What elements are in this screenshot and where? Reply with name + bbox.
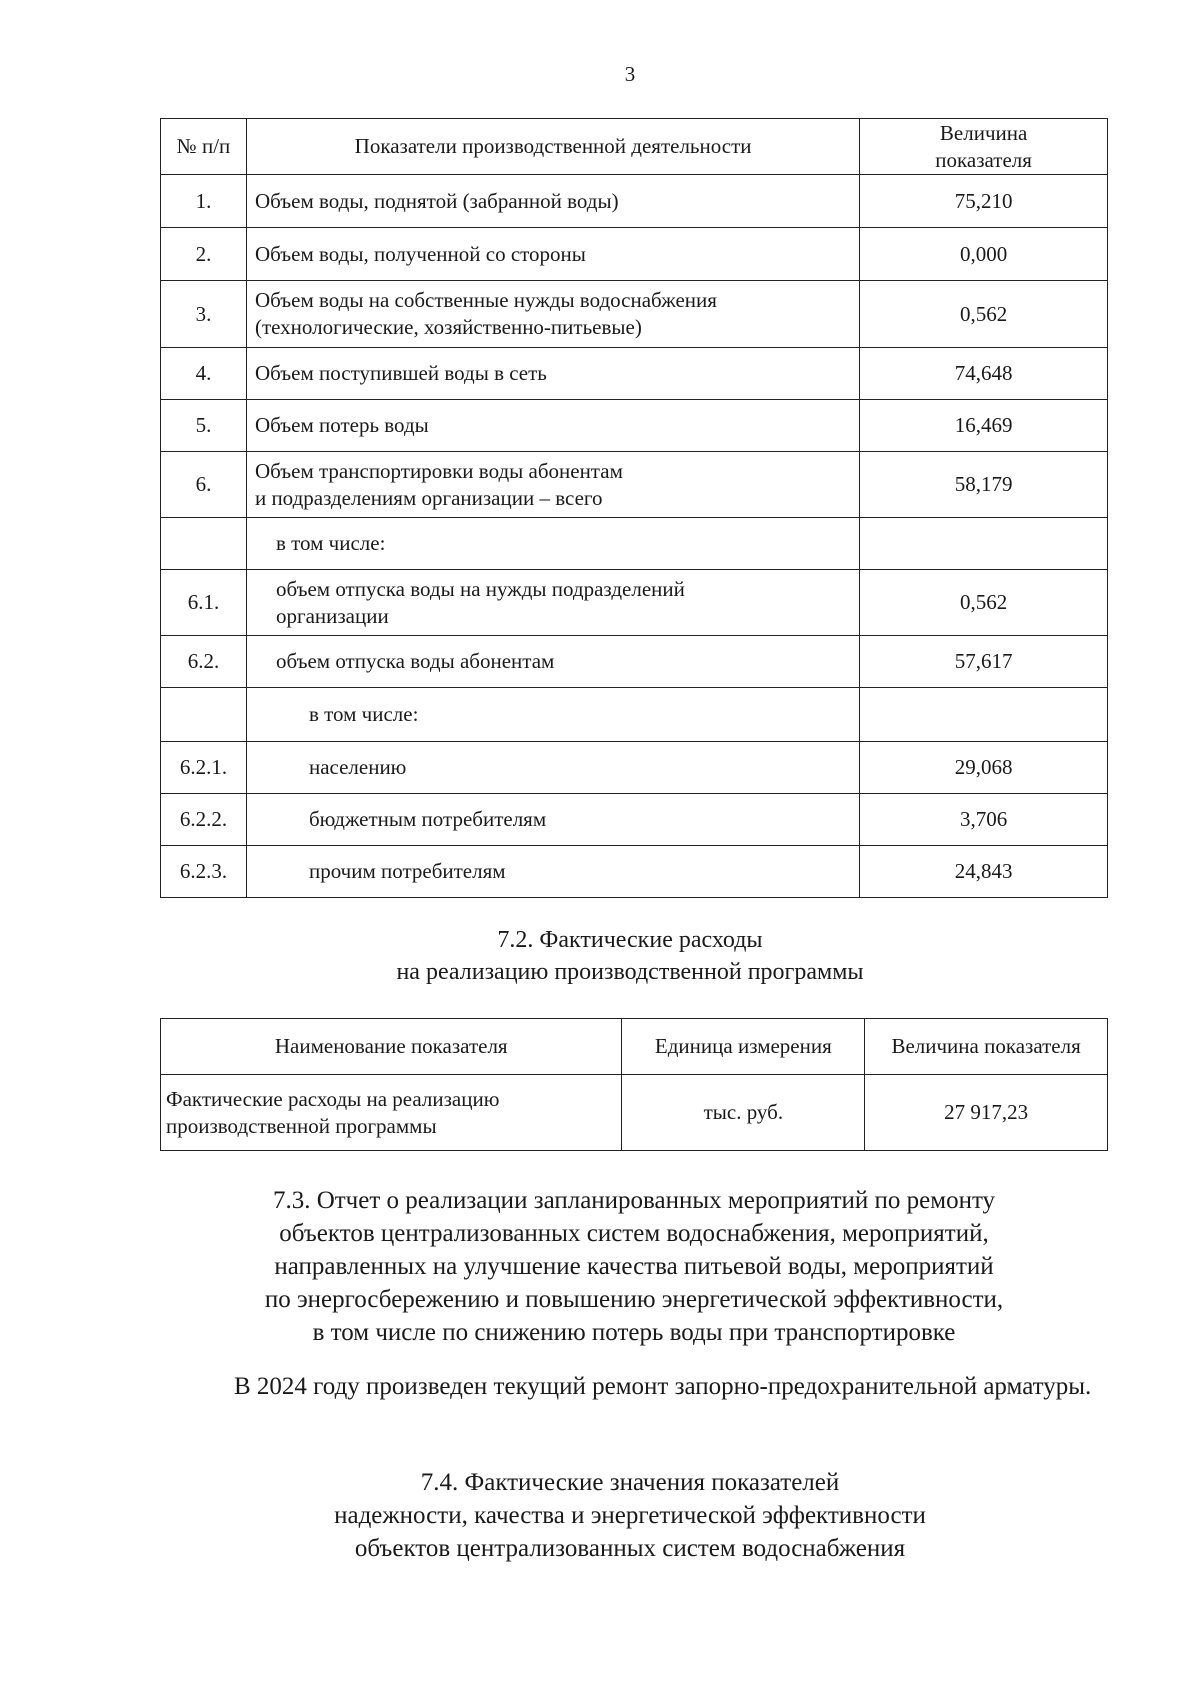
table-header-row [161, 1019, 1108, 1075]
table-row [161, 348, 1108, 400]
row-name [161, 1075, 622, 1151]
row-value: 3,706 [860, 794, 1108, 846]
row-num: 6.1. [161, 570, 247, 636]
row-value: 16,469 [860, 400, 1108, 452]
section-7-3-title [160, 1184, 1108, 1349]
row-name-line: (технологические, хозяйственно-питьевые) [254, 315, 642, 339]
production-indicators-table [160, 118, 1108, 898]
row-name-line: объем отпуска воды на нужды подразделений [275, 576, 685, 601]
row-name-line: Объем воды на собственные нужды водоснабжения [254, 288, 717, 312]
row-name: прочим потребителям [246, 846, 859, 898]
section-7-2-title [0, 924, 1200, 988]
section-7-4-line3: объектов централизованных систем водоснабжения [354, 1535, 906, 1562]
row-value: 24,843 [860, 846, 1108, 898]
row-name: Объем поступившей воды в сеть [246, 348, 859, 400]
row-name: Объем потерь воды [246, 400, 859, 452]
row-num: 6.2.1. [161, 742, 247, 794]
row-num: 2. [161, 228, 247, 281]
section-7-4-line1: 7.4. Фактические значения показателей [420, 1469, 840, 1496]
row-name-line: организации [275, 603, 389, 628]
header-unit: Единица измерения [622, 1019, 865, 1075]
section-7-2-line2: на реализацию производственной программы [396, 959, 864, 985]
table-row [161, 175, 1108, 228]
row-name-line: производственной программы [166, 1113, 437, 1138]
row-value: 0,562 [860, 281, 1108, 348]
table-row [161, 1075, 1108, 1151]
section-7-3-line5: в том числе по снижению потерь воды при транспортировке [312, 1319, 956, 1346]
row-name: в том числе: [246, 518, 859, 570]
section-7-4-line2: надежности, качества и энергетической эффективности [334, 1502, 926, 1529]
row-num: 3. [161, 281, 247, 348]
section-7-4-title [0, 1466, 1200, 1565]
row-name: в том числе: [246, 688, 859, 742]
row-name: Объем воды, поднятой (забранной воды) [246, 175, 859, 228]
section-7-3-line3: направленных на улучшение качества питьевой воды, мероприятий [274, 1253, 994, 1280]
table-row [161, 688, 1108, 742]
row-name [246, 452, 859, 518]
row-num: 4. [161, 348, 247, 400]
row-value [860, 518, 1108, 570]
row-value: 74,648 [860, 348, 1108, 400]
table-row [161, 228, 1108, 281]
header-value: Величина показателя [865, 1019, 1108, 1075]
header-value-line2: показателя [935, 147, 1032, 172]
table-header-row [161, 119, 1108, 175]
row-name: бюджетным потребителям [246, 794, 859, 846]
row-num: 6.2.3. [161, 846, 247, 898]
section-7-3-line4: по энергосбережению и повышению энергетической эффективности, [264, 1286, 1004, 1313]
section-7-3-line2: объектов централизованных систем водоснабжения, мероприятий, [279, 1220, 989, 1247]
table-row [161, 281, 1108, 348]
row-value: 58,179 [860, 452, 1108, 518]
row-name: населению [246, 742, 859, 794]
row-value: 0,000 [860, 228, 1108, 281]
row-value: 27 917,23 [865, 1075, 1108, 1151]
row-name [246, 281, 859, 348]
header-indicator-value [860, 119, 1108, 175]
section-7-2-line1: 7.2. Фактические расходы [497, 927, 763, 953]
row-value: 0,562 [860, 570, 1108, 636]
row-num: 6. [161, 452, 247, 518]
table-row [161, 518, 1108, 570]
row-value: 29,068 [860, 742, 1108, 794]
page-number: 3 [624, 62, 636, 86]
row-num [161, 688, 247, 742]
header-indicator-name: Наименование показателя [161, 1019, 622, 1075]
row-num: 5. [161, 400, 247, 452]
row-num: 1. [161, 175, 247, 228]
row-num [161, 518, 247, 570]
row-num: 6.2. [161, 636, 247, 688]
table-row [161, 400, 1108, 452]
actual-costs-table [160, 1018, 1108, 1151]
row-name [246, 570, 859, 636]
table-row [161, 742, 1108, 794]
table-row [161, 794, 1108, 846]
table-row [161, 846, 1108, 898]
row-name-line: Фактические расходы на реализацию [166, 1086, 500, 1111]
row-name: Объем воды, полученной со стороны [246, 228, 859, 281]
repair-paragraph: В 2024 году произведен текущий ремонт запорно-предохранительной арматуры. [234, 1373, 1092, 1400]
row-value [860, 688, 1108, 742]
row-name-line: Объем транспортировки воды абонентам [254, 458, 623, 483]
row-name-line: и подразделениям организации – всего [254, 485, 603, 510]
table-row [161, 452, 1108, 518]
header-value-line1: Величина [939, 120, 1028, 145]
table-row [161, 636, 1108, 688]
header-num: № п/п [161, 119, 247, 175]
row-num: 6.2.2. [161, 794, 247, 846]
row-name: объем отпуска воды абонентам [246, 636, 859, 688]
table-row [161, 570, 1108, 636]
header-indicator-name: Показатели производственной деятельности [246, 119, 859, 175]
row-value: 57,617 [860, 636, 1108, 688]
section-7-3-line1: 7.3. Отчет о реализации запланированных мероприятий по ремонту [272, 1187, 996, 1214]
row-unit: тыс. руб. [622, 1075, 865, 1151]
row-value: 75,210 [860, 175, 1108, 228]
